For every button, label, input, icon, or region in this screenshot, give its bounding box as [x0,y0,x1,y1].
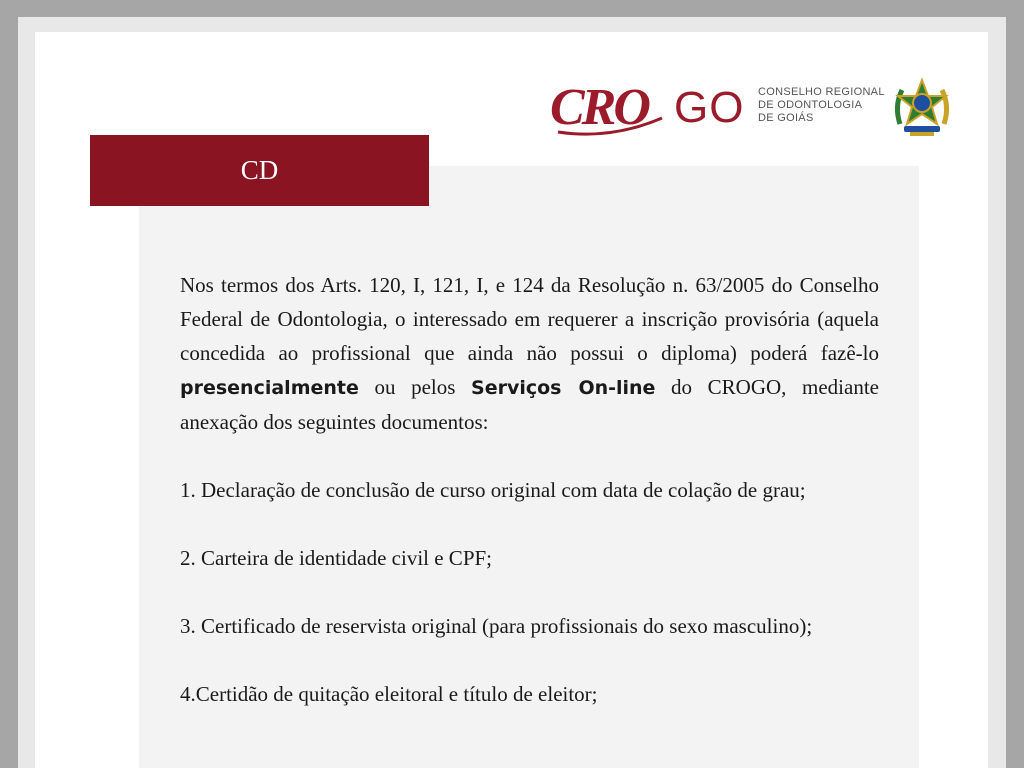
document-body [180,268,879,711]
intro-text: Nos termos dos Arts. 120, I, 121, I, e 124 da Resolução n. 63/2005 do Conselho Federal de Odontologia, o interessado em requerer a inscrição provisória (aquela concedida ao profissional que ainda não possui o diploma) poderá fazê-lo [180,273,879,365]
logo-council-line: DE GOIÁS [758,112,814,124]
intro-bold-presencial: presencialmente [180,377,359,399]
document-item: 4.Certidão de quitação eleitoral e título de eleitor; [180,682,598,706]
cro-go-logo [550,76,955,138]
logo-council-line: CONSELHO REGIONAL [758,86,885,98]
intro-text: do CROGO, mediante anexação dos seguintes documentos: [180,375,879,434]
intro-bold-servicos-online: Serviços On-line [471,377,656,399]
logo-go-text: GO [674,83,745,132]
logo-council-name [758,86,885,125]
logo-swoosh-icon [556,116,666,138]
document-item: 3. Certificado de reservista original (para profissionais do sexo masculino); [180,614,813,638]
document-item: 1. Declaração de conclusão de curso original com data de colação de grau; [180,478,806,502]
document-item: 2. Carteira de identidade civil e CPF; [180,546,493,570]
intro-paragraph [180,268,879,439]
banner-label: CD [240,155,279,185]
logo-council-line: DE ODONTOLOGIA [758,99,863,111]
brazil-coat-of-arms-icon [890,76,954,138]
intro-text: ou pelos [358,375,472,399]
logo-cro-text: CRO [550,79,648,136]
category-banner [90,135,429,206]
